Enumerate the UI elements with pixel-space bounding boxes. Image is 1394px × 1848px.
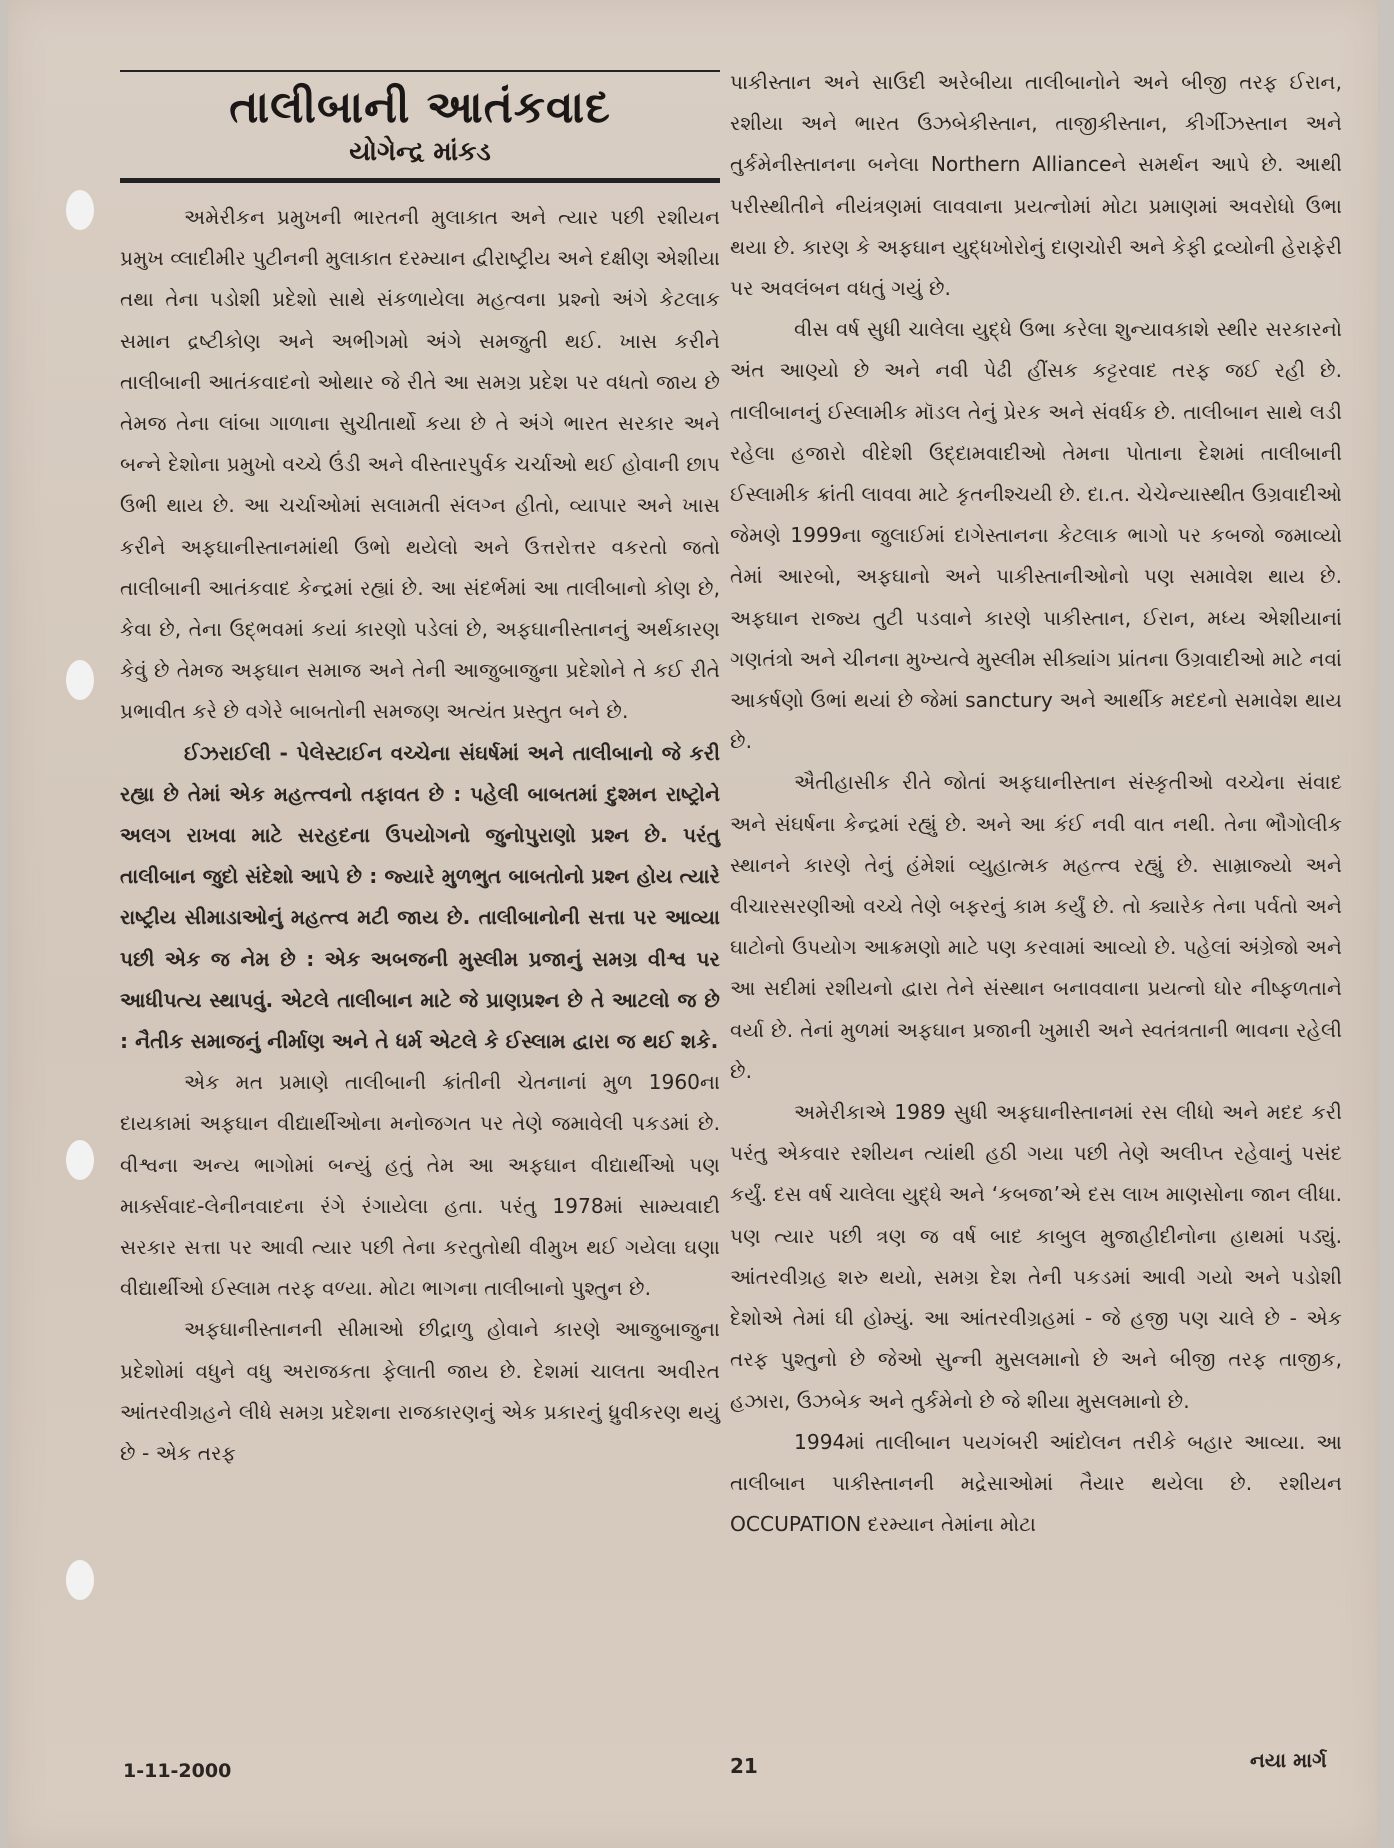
left-paragraphs — [120, 197, 720, 1474]
punch-hole — [66, 190, 94, 230]
footer-date: 1-11-2000 — [123, 1760, 232, 1782]
punch-hole — [66, 1140, 94, 1180]
paragraph: અફઘાનીસ્તાનની સીમાઓ છીદ્રાળુ હોવાને કારણે આજુબાજુના પ્રદેશોમાં વધુને વધુ અરાજકતા ફેલાતી જાય છે. દેશમાં ચાલતા અવીરત આંતરવીગ્રહને લીધે સમગ્ર પ્રદેશના રાજકારણનું એક પ્રકારનું ધ્રુવીકરણ થયું છે - એક તરફ — [120, 1317, 720, 1466]
paragraph: 1994માં તાલીબાન પયગંબરી આંદોલન તરીકે બહાર આવ્યા. આ તાલીબાન પાકીસ્તાનની મદ્રેસાઓમાં તૈયાર થયેલા છે. રશીયન OCCUPATION દરમ્યાન તેમાંના મોટા — [730, 1429, 1342, 1537]
title-rule-top — [120, 70, 720, 72]
magazine-name: નયા માર્ગ — [1250, 1748, 1327, 1772]
page-number: 21 — [730, 1754, 758, 1778]
paragraph: વીસ વર્ષ સુધી ચાલેલા યુદ્ધે ઉભા કરેલા શુન્યાવકાશે સ્થીર સરકારનો અંત આણ્યો છે અને નવી પેઢી હીંસક કટ્ટરવાદ તરફ જઈ રહી છે. તાલીબાનનું ઈસ્લામીક મૉડલ તેનું પ્રેરક અને સંવર્ધક છે. તાલીબાન સાથે લડી રહેલા હજારો વીદેશી ઉદ્દામવાદીઓ તેમના પોતાના દેશમાં તાલીબાની ઈસ્લામીક ક્રાંતી લાવવા માટે કૃતનીશ્ચયી છે. દા.ત. ચેચેન્યાસ્થીત ઉગ્રવાદીઓ જેમણે 1999ના જુલાઈમાં દાગેસ્તાનના કેટલાક ભાગો પર કબજો જમાવ્યો તેમાં આરબો, અફઘાનો અને પાકીસ્તાનીઓનો પણ સમાવેશ થાય છે. અફઘાન રાજ્ય તુટી પડવાને કારણે પાકીસ્તાન, ઈરાન, મધ્ય એશીયાનાં ગણતંત્રો અને ચીનના મુખ્યત્વે મુસ્લીમ સીક્યાંગ પ્રાંતના ઉગ્રવાદીઓ માટે નવાં આકર્ષણો ઉભાં થયાં છે જેમાં sanctury અને આર્થીક મદદનો સમાવેશ થાય છે. — [730, 317, 1342, 754]
paragraph: ઐતીહાસીક રીતે જોતાં અફઘાનીસ્તાન સંસ્કૃતીઓ વચ્ચેના સંવાદ અને સંઘર્ષના કેન્દ્રમાં રહ્યું છે. અને આ કંઈ નવી વાત નથી. તેના ભૌગોલીક સ્થાનને કારણે તેનું હંમેશાં વ્યુહાત્મક મહત્ત્વ રહ્યું છે. સામ્રાજ્યો અને વીચારસરણીઓ વચ્ચે તેણે બફરનું કામ કર્યું છે. તો ક્યારેક તેના પર્વતો અને ઘાટોનો ઉપયોગ આક્રમણો માટે પણ કરવામાં આવ્યો છે. પહેલાં અંગ્રેજો અને આ સદીમાં રશીયનો દ્વારા તેને સંસ્થાન બનાવવાના પ્રયત્નો ઘોર નીષ્ફળતાને વર્યા છે. તેનાં મુળમાં અફઘાન પ્રજાની ખુમારી અને સ્વતંત્રતાની ભાવના રહેલી છે. — [730, 770, 1342, 1083]
paragraph: પાકીસ્તાન અને સાઉદી અરેબીયા તાલીબાનોને અને બીજી તરફ ઈરાન, રશીયા અને ભારત ઉઝબેકીસ્તાન, તાજીકીસ્તાન, કીર્ગીઝસ્તાન અને તુર્કમેનીસ્તાનના બનેલા Northern Allianceને સમર્થન આપે છે. આથી પરીસ્થીતીને નીયંત્રણમાં લાવવાના પ્રયત્નોમાં મોટા પ્રમાણમાં અવરોધો ઉભા થયા છે. કારણ કે અફઘાન યુદ્ધખોરોનું દાણચોરી અને કેફી દ્રવ્યોની હેરાફેરી પર અવલંબન વધતું ગયું છે. — [730, 70, 1342, 301]
newspaper-page — [8, 0, 1378, 1848]
article-title: તાલીબાની આતંકવાદ — [229, 82, 611, 133]
left-column — [120, 70, 720, 1474]
paragraph: એક મત પ્રમાણે તાલીબાની ક્રાંતીની ચેતનાનાં મુળ 1960ના દાયકામાં અફઘાન વીદ્યાર્થીઓના મનોજગત પર તેણે જમાવેલી પકડમાં છે. વીશ્વના અન્ય ભાગોમાં બન્યું હતું તેમ આ અફઘાન વીદ્યાર્થીઓ પણ માર્ક્સવાદ-લેનીનવાદના રંગે રંગાયેલા હતા. પરંતુ 1978માં સામ્યવાદી સરકાર સત્તા પર આવી ત્યાર પછી તેના કરતુતોથી વીમુખ થઈ ગયેલા ઘણા વીદ્યાર્થીઓ ઈસ્લામ તરફ વળ્યા. મોટા ભાગના તાલીબાનો પુશ્તુન છે. — [120, 1070, 720, 1301]
punch-hole — [66, 1560, 94, 1600]
right-paragraphs — [730, 62, 1342, 1545]
paragraph: અમેરીકાએ 1989 સુધી અફઘાનીસ્તાનમાં રસ લીધો અને મદદ કરી પરંતુ એકવાર રશીયન ત્યાંથી હઠી ગયા પછી તેણે અલીપ્ત રહેવાનું પસંદ કર્યું. દસ વર્ષ ચાલેલા યુદ્ધે અને ‘કબજા’એ દસ લાખ માણસોના જાન લીધા. પણ ત્યાર પછી ત્રણ જ વર્ષ બાદ કાબુલ મુજાહીદીનોના હાથમાં પડ્યું. આંતરવીગ્રહ શરુ થયો, સમગ્ર દેશ તેની પકડમાં આવી ગયો અને પડોશી દેશોએ તેમાં ઘી હોમ્યું. આ આંતરવીગ્રહમાં - જે હજી પણ ચાલે છે - એક તરફ પુશ્તુનો છે જેઓ સુન્ની મુસલમાનો છે અને બીજી તરફ તાજીક, હઝારા, ઉઝબેક અને તુર્કમેનો છે જે શીયા મુસલમાનો છે. — [730, 1100, 1342, 1413]
punch-hole — [66, 660, 94, 700]
title-rule-bottom — [120, 178, 720, 183]
paragraph: ઈઝરાઈલી - પેલેસ્ટાઈન વચ્ચેના સંઘર્ષમાં અને તાલીબાનો જે કરી રહ્યા છે તેમાં એક મહત્ત્વનો તફાવત છે : પહેલી બાબતમાં દુશ્મન રાષ્ટ્રોને અલગ રાખવા માટે સરહદના ઉપયોગનો જુનોપુરાણો પ્રશ્ન છે. પરંતુ તાલીબાન જુદો સંદેશો આપે છે : જ્યારે મુળભુત બાબતોનો પ્રશ્ન હોય ત્યારે રાષ્ટ્રીય સીમાડાઓનું મહત્ત્વ મટી જાય છે. તાલીબાનોની સત્તા પર આવ્યા પછી એક જ નેમ છે : એક અબજની મુસ્લીમ પ્રજાનું સમગ્ર વીશ્વ પર આધીપત્ય સ્થાપવું. એટલે તાલીબાન માટે જે પ્રાણપ્રશ્ન છે તે આટલો જ છે : નૈતીક સમાજનું નીર્માણ અને તે ધર્મ એટલે કે ઈસ્લામ દ્વારા જ થઈ શકે. — [120, 740, 720, 1054]
paragraph: અમેરીકન પ્રમુખની ભારતની મુલાકાત અને ત્યાર પછી રશીયન પ્રમુખ વ્લાદીમીર પુટીનની મુલાકાત દરમ્યાન દ્વીરાષ્ટ્રીય અને દક્ષીણ એશીયા તથા તેના પડોશી પ્રદેશો સાથે સંકળાયેલા મહત્વના પ્રશ્નો અંગે કેટલાક સમાન દ્રષ્ટીકોણ અને અભીગમો અંગે સમજુતી થઈ. ખાસ કરીને તાલીબાની આતંકવાદનો ઓથાર જે રીતે આ સમગ્ર પ્રદેશ પર વધતો જાય છે તેમજ તેના લાંબા ગાળાના સુચીતાર્થો કયા છે તે અંગે ભારત સરકાર અને બન્ને દેશોના પ્રમુખો વચ્ચે ઉંડી અને વીસ્તારપુર્વક ચર્ચાઓ થઈ હોવાની છાપ ઉભી થાય છે. આ ચર્ચાઓમાં સલામતી સંલગ્ન હીતો, વ્યાપાર અને ખાસ કરીને અફઘાનીસ્તાનમાંથી ઉભો થયેલો અને ઉત્તરોત્તર વકરતો જતો તાલીબાની આતંકવાદ કેન્દ્રમાં રહ્યાં છે. આ સંદર્ભમાં આ તાલીબાનો કોણ છે, કેવા છે, તેના ઉદ્ભવમાં કયાં કારણો પડેલાં છે, અફઘાનીસ્તાનનું અર્થકારણ કેવું છે તેમજ અફઘાન સમાજ અને તેની આજુબાજુના પ્રદેશોને તે કઈ રીતે પ્રભાવીત કરે છે વગેરે બાબતોની સમજણ અત્યંત પ્રસ્તુત બને છે. — [120, 205, 720, 724]
right-column — [730, 62, 1342, 1545]
article-author: યોગેન્દ્ર માંકડ — [349, 137, 491, 167]
